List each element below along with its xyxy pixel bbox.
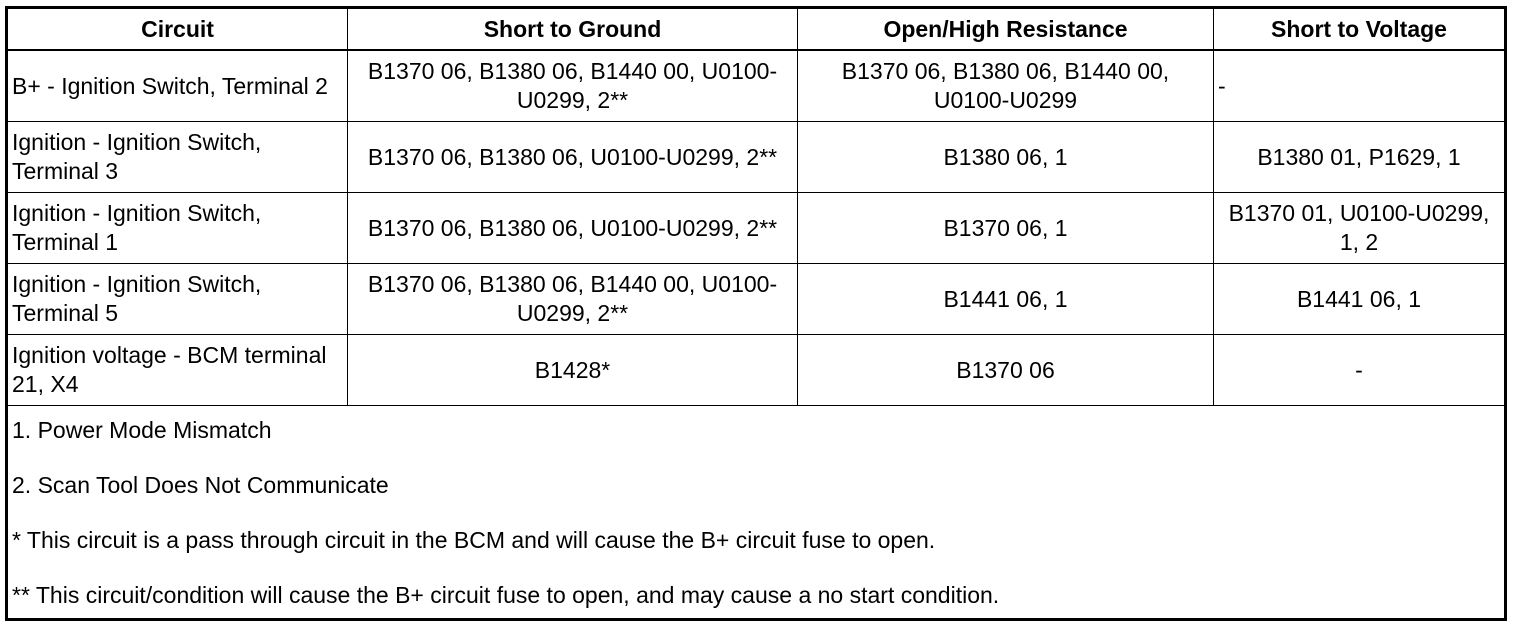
short-to-ground-cell: B1370 06, B1380 06, U0100-U0299, 2** — [348, 122, 798, 193]
table-row — [7, 122, 1506, 193]
short-to-ground-cell: B1370 06, B1380 06, B1440 00, U0100-U0299, 2** — [348, 50, 798, 122]
open-high-resistance-cell: B1370 06, 1 — [798, 193, 1214, 264]
header-short-to-voltage: Short to Voltage — [1214, 8, 1506, 51]
short-to-voltage-cell: - — [1214, 335, 1506, 406]
short-to-voltage-cell: B1380 01, P1629, 1 — [1214, 122, 1506, 193]
short-to-ground-cell: B1370 06, B1380 06, B1440 00, U0100-U0299, 2** — [348, 264, 798, 335]
table-row — [7, 335, 1506, 406]
circuit-cell: Ignition - Ignition Switch, Terminal 1 — [7, 193, 348, 264]
notes-row — [7, 406, 1506, 620]
circuit-dtc-table — [5, 6, 1507, 621]
open-high-resistance-cell: B1370 06 — [798, 335, 1214, 406]
table-row — [7, 193, 1506, 264]
circuit-cell: Ignition voltage - BCM terminal 21, X4 — [7, 335, 348, 406]
header-row — [7, 8, 1506, 51]
short-to-voltage-cell: - — [1214, 50, 1506, 122]
open-high-resistance-cell: B1441 06, 1 — [798, 264, 1214, 335]
short-to-ground-cell: B1428* — [348, 335, 798, 406]
open-high-resistance-cell: B1380 06, 1 — [798, 122, 1214, 193]
header-short-to-ground: Short to Ground — [348, 8, 798, 51]
table-row — [7, 264, 1506, 335]
circuit-cell: B+ - Ignition Switch, Terminal 2 — [7, 50, 348, 122]
header-circuit: Circuit — [7, 8, 348, 51]
circuit-cell: Ignition - Ignition Switch, Terminal 5 — [7, 264, 348, 335]
notes-cell — [7, 406, 1506, 620]
circuit-cell: Ignition - Ignition Switch, Terminal 3 — [7, 122, 348, 193]
footnote-1: 1. Power Mode Mismatch — [12, 417, 272, 443]
header-open-high-resistance: Open/High Resistance — [798, 8, 1214, 51]
short-to-voltage-cell: B1441 06, 1 — [1214, 264, 1506, 335]
footnote-double-asterisk: ** This circuit/condition will cause the B+ circuit fuse to open, and may cause a no start condition. — [12, 582, 1000, 608]
table-row — [7, 50, 1506, 122]
short-to-ground-cell: B1370 06, B1380 06, U0100-U0299, 2** — [348, 193, 798, 264]
short-to-voltage-cell: B1370 01, U0100-U0299, 1, 2 — [1214, 193, 1506, 264]
footnote-2: 2. Scan Tool Does Not Communicate — [12, 472, 389, 498]
footnote-single-asterisk: * This circuit is a pass through circuit in the BCM and will cause the B+ circuit fuse to open. — [12, 527, 936, 553]
open-high-resistance-cell: B1370 06, B1380 06, B1440 00, U0100-U0299 — [798, 50, 1214, 122]
